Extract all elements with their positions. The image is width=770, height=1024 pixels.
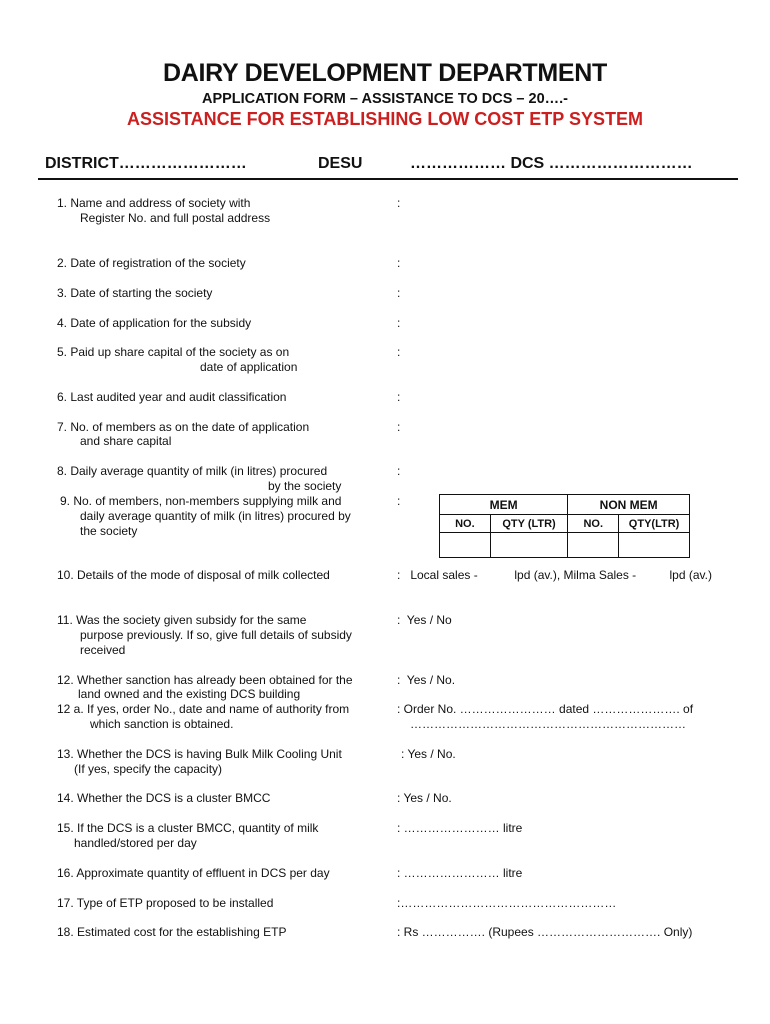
mem-qty-cell[interactable] xyxy=(490,533,568,558)
item-2-answer[interactable]: : xyxy=(397,256,401,270)
desu-dcs-field[interactable]: ……………… DCS ……………………… xyxy=(410,155,693,172)
department-title: DAIRY DEVELOPMENT DEPARTMENT xyxy=(163,59,607,87)
item-16-label: 16. Approximate quantity of effluent in DCS per day xyxy=(57,866,330,880)
item-12-label: 12. Whether sanction has already been obtained for the xyxy=(57,673,353,687)
item-2-label: 2. Date of registration of the society xyxy=(57,256,246,270)
item-12a-label-cont: which sanction is obtained. xyxy=(90,717,234,731)
item-11-answer[interactable]: : Yes / No xyxy=(397,613,452,627)
mem-no-header: NO. xyxy=(440,515,491,533)
item-3-answer[interactable]: : xyxy=(397,286,401,300)
item-8-answer[interactable]: : xyxy=(397,464,401,478)
form-subtitle: APPLICATION FORM – ASSISTANCE TO DCS – 20….- xyxy=(201,91,569,107)
item-11-label-cont: purpose previously. If so, give full details of subsidy xyxy=(80,628,352,642)
item-9-label-cont2: the society xyxy=(80,524,138,538)
item-12a-answer[interactable]: : Order No. …………………… dated …………………. of xyxy=(397,702,694,716)
item-5-label-cont: date of application xyxy=(200,360,298,374)
item-7-answer[interactable]: : xyxy=(397,420,401,434)
item-9-answer: : xyxy=(397,494,401,508)
item-9-label: 9. No. of members, non-members supplying milk and xyxy=(60,494,342,508)
item-8-label-cont: by the society xyxy=(268,479,342,493)
non-mem-qty-cell[interactable] xyxy=(619,533,690,558)
item-1-answer[interactable]: : xyxy=(397,196,401,210)
item-12-label-cont: land owned and the existing DCS building xyxy=(78,687,301,701)
item-6-answer[interactable]: : xyxy=(397,390,401,404)
item-10-label: 10. Details of the mode of disposal of milk collected xyxy=(57,568,330,582)
item-11-label: 11. Was the society given subsidy for the same xyxy=(57,613,307,627)
item-13-answer[interactable]: : Yes / No. xyxy=(401,747,456,761)
item-10-answer[interactable]: : Local sales - lpd (av.), Milma Sales - lpd (av.) xyxy=(397,568,712,582)
header-rule xyxy=(38,178,738,180)
item-7-label-cont: and share capital xyxy=(80,434,172,448)
item-5-label: 5. Paid up share capital of the society as on xyxy=(57,345,290,359)
item-18-label: 18. Estimated cost for the establishing ETP xyxy=(57,925,287,939)
item-11-label-cont2: received xyxy=(80,643,126,657)
item-12a-label: 12 a. If yes, order No., date and name of authority from xyxy=(57,702,350,716)
item-3-label: 3. Date of starting the society xyxy=(57,286,213,300)
item-15-answer[interactable]: : …………………… litre xyxy=(397,821,523,835)
item-15-label: 15. If the DCS is a cluster BMCC, quantity of milk xyxy=(57,821,319,835)
desu-label: DESU xyxy=(318,155,363,172)
item-12a-answer-cont[interactable]: …………………………………………………………… xyxy=(410,717,686,731)
non-mem-no-header: NO. xyxy=(568,515,619,533)
district-field[interactable]: DISTRICT…………………… xyxy=(45,155,247,172)
item-14-label: 14. Whether the DCS is a cluster BMCC xyxy=(57,791,271,805)
item-13-label-cont: (If yes, specify the capacity) xyxy=(74,762,223,776)
item-7-label: 7. No. of members as on the date of application xyxy=(57,420,310,434)
mem-header: MEM xyxy=(440,495,568,515)
item-17-answer[interactable]: :……………………………………………… xyxy=(397,896,617,910)
non-mem-qty-header: QTY(LTR) xyxy=(619,515,690,533)
item-9-label-cont: daily average quantity of milk (in litres) procured by xyxy=(80,509,351,523)
item-6-label: 6. Last audited year and audit classification xyxy=(57,390,287,404)
non-mem-header: NON MEM xyxy=(568,495,690,515)
item-4-answer[interactable]: : xyxy=(397,316,401,330)
non-mem-no-cell[interactable] xyxy=(568,533,619,558)
item-17-label: 17. Type of ETP proposed to be installed xyxy=(57,896,274,910)
item-16-answer[interactable]: : …………………… litre xyxy=(397,866,523,880)
item-1-label: 1. Name and address of society with xyxy=(57,196,251,210)
mem-qty-header: QTY (LTR) xyxy=(490,515,568,533)
item-5-answer[interactable]: : xyxy=(397,345,401,359)
mem-no-cell[interactable] xyxy=(440,533,491,558)
item-18-answer[interactable]: : Rs ……………. (Rupees …………………………. Only) xyxy=(397,925,693,939)
item-8-label: 8. Daily average quantity of milk (in litres) procured xyxy=(57,464,328,478)
item-13-label: 13. Whether the DCS is having Bulk Milk Cooling Unit xyxy=(57,747,342,761)
item-12-answer[interactable]: : Yes / No. xyxy=(397,673,456,687)
item-1-label-cont: Register No. and full postal address xyxy=(80,211,271,225)
item-15-label-cont: handled/stored per day xyxy=(74,836,197,850)
item-4-label: 4. Date of application for the subsidy xyxy=(57,316,252,330)
members-milk-table xyxy=(439,494,690,558)
scheme-title: ASSISTANCE FOR ESTABLISHING LOW COST ETP SYSTEM xyxy=(126,109,644,129)
item-14-answer[interactable]: : Yes / No. xyxy=(397,791,452,805)
